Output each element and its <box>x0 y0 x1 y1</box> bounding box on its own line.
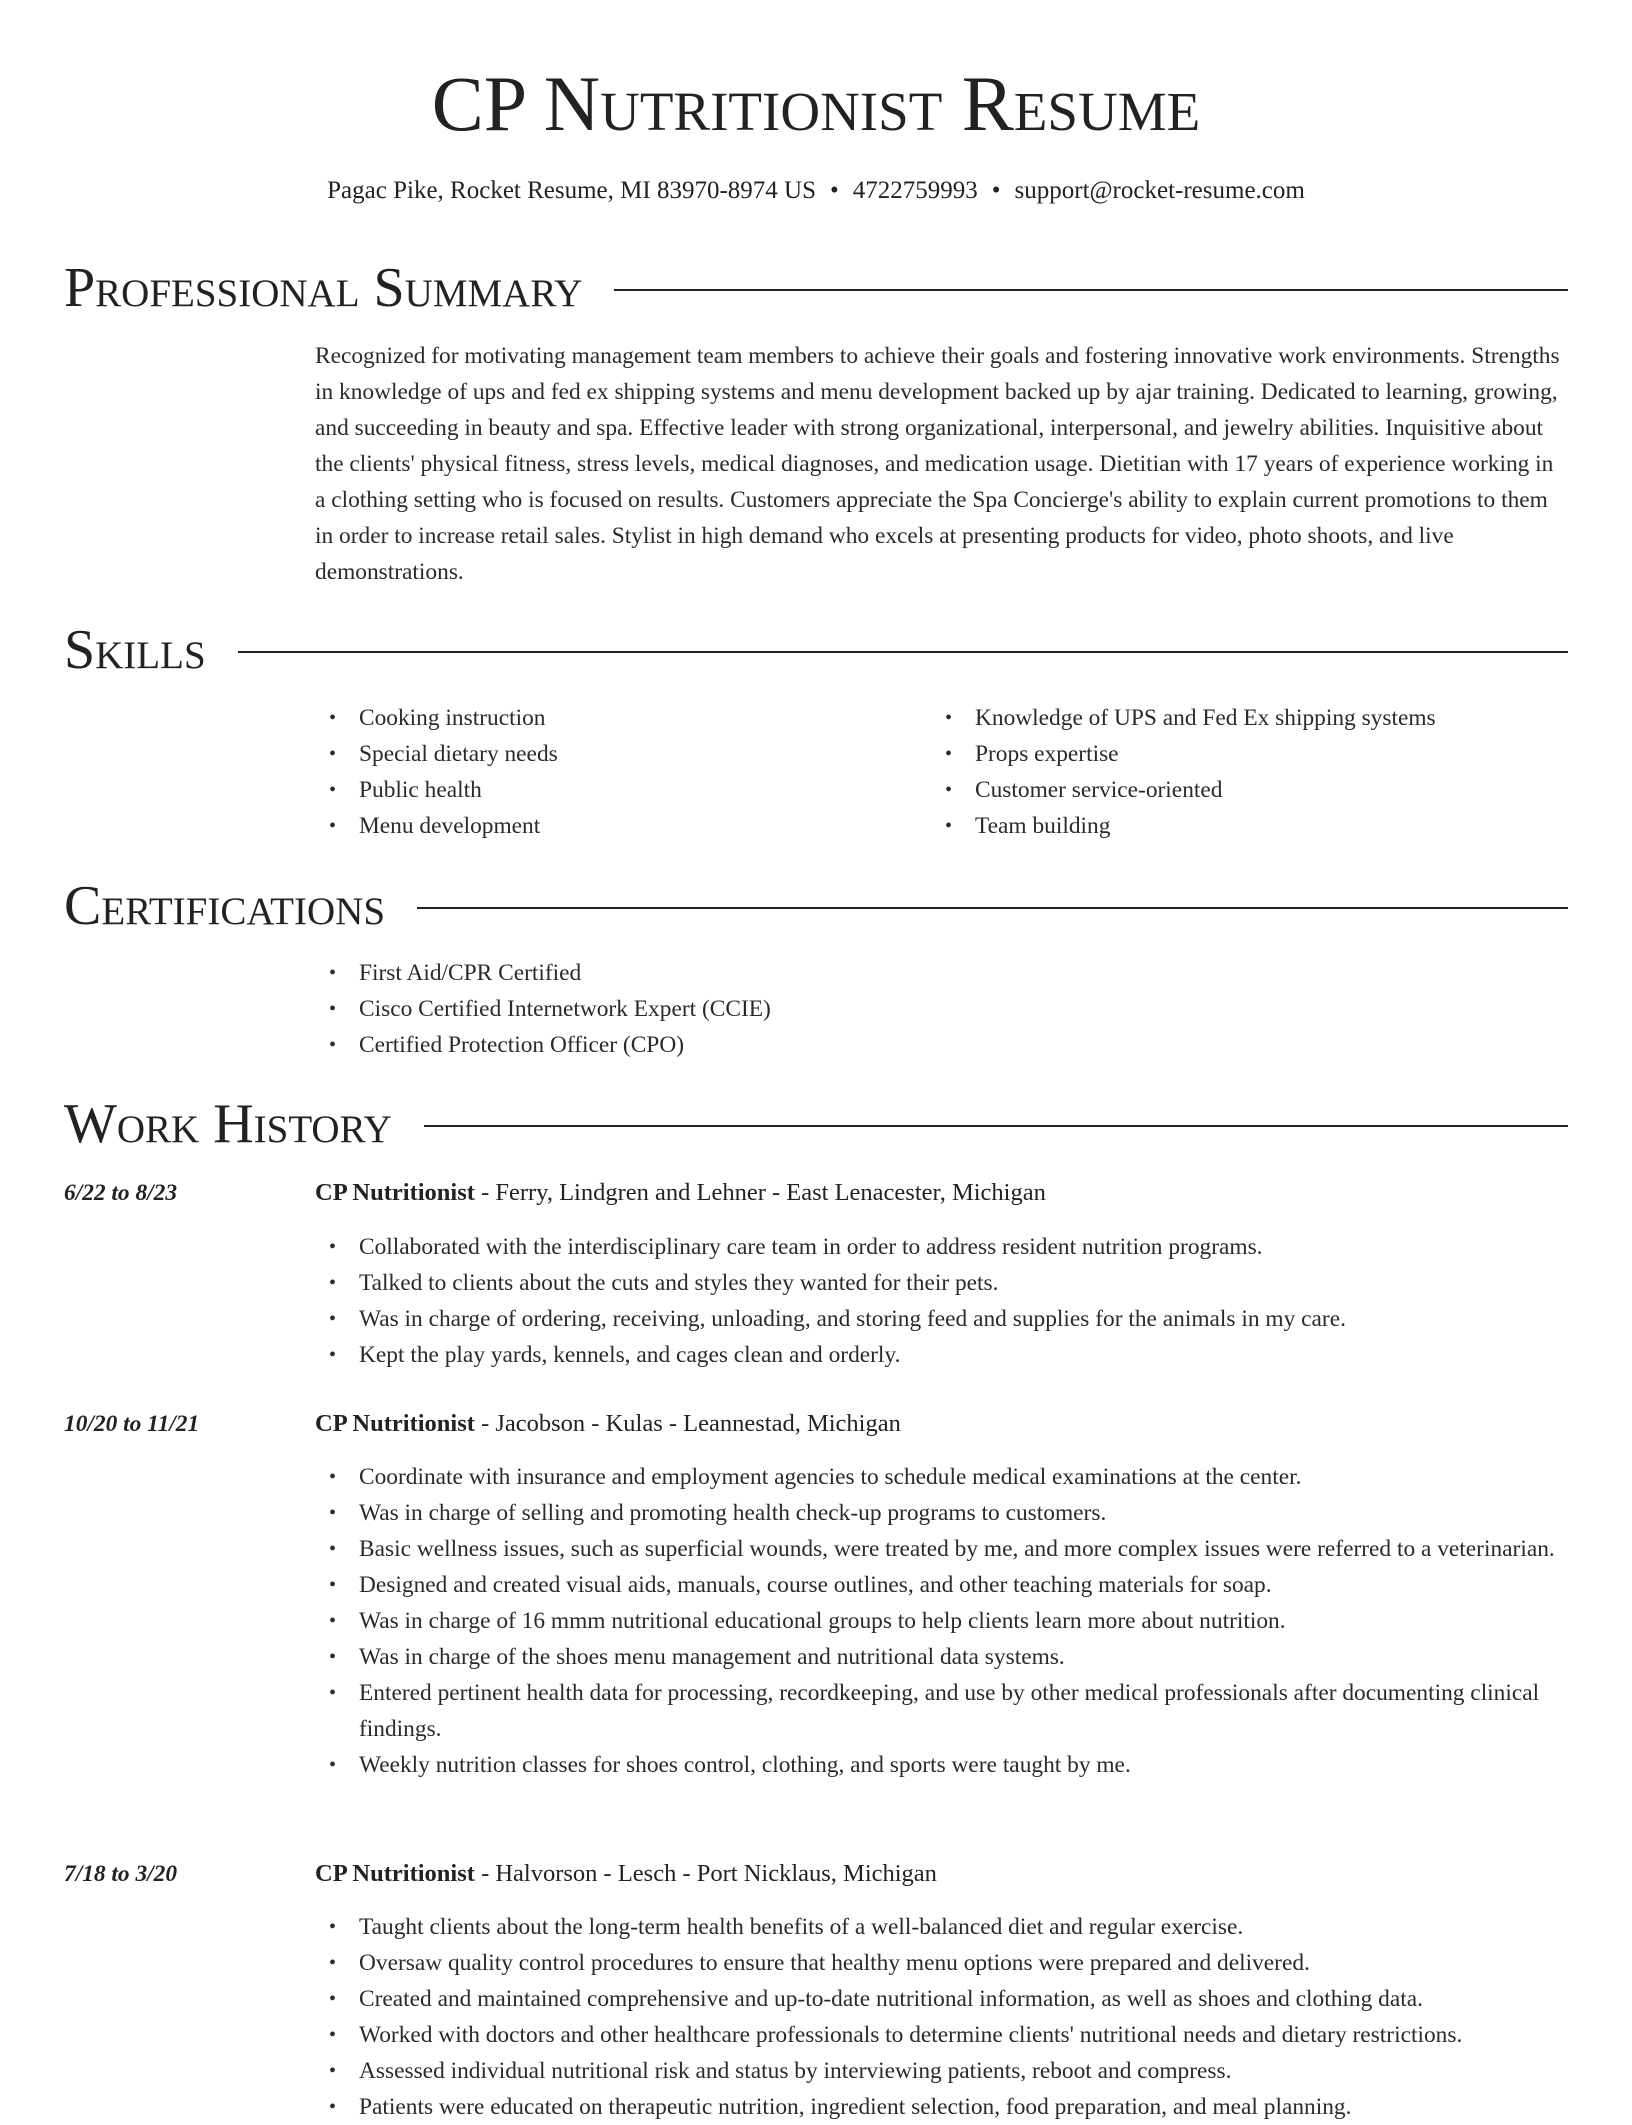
job-bullet: • Was in charge of selling and promoting health check-up programs to customers. <box>315 1495 1568 1531</box>
job-dates: 6/22 to 8/23 <box>64 1180 178 1206</box>
skill-item: • Special dietary needs <box>315 736 915 772</box>
job-role: CP Nutritionist <box>315 1860 475 1887</box>
section-work-history <box>64 1092 1568 1156</box>
job-bullet: • Talked to clients about the cuts and styles they wanted for their pets. <box>315 1265 1568 1301</box>
job-bullets <box>315 1459 1568 1783</box>
job-role: CP Nutritionist <box>315 1179 475 1206</box>
job-bullet: • Collaborated with the interdisciplinary care team in order to address resident nutrition programs. <box>315 1229 1568 1265</box>
section-rule <box>424 1125 1568 1127</box>
job-bullet: • Assessed individual nutritional risk and status by interviewing patients, reboot and compress. <box>315 2053 1568 2089</box>
job-bullet: • Created and maintained comprehensive and up-to-date nutritional information, as well as shoes and clothing data. <box>315 1981 1568 2017</box>
resume-title: CP Nutritionist Resume <box>431 60 1201 147</box>
section-professional-summary <box>64 256 1568 320</box>
section-certifications <box>64 874 1568 938</box>
section-heading: Skills <box>64 619 206 681</box>
certification-item: • First Aid/CPR Certified <box>315 955 1215 991</box>
skill-item: • Cooking instruction <box>315 700 915 736</box>
job-bullet: • Was in charge of ordering, receiving, unloading, and storing feed and supplies for the animals in my care. <box>315 1301 1568 1337</box>
certification-item: • Cisco Certified Internetwork Expert (CCIE) <box>315 991 1215 1027</box>
skill-item: • Props expertise <box>931 736 1571 772</box>
certification-item: • Certified Protection Officer (CPO) <box>315 1027 1215 1063</box>
job-role: CP Nutritionist <box>315 1410 475 1437</box>
contact-phone: 4722759993 <box>852 177 978 204</box>
job-bullet: • Coordinate with insurance and employment agencies to schedule medical examinations at the center. <box>315 1459 1568 1495</box>
job-bullet: • Was in charge of 16 mmm nutritional educational groups to help clients learn more about nutrition. <box>315 1603 1568 1639</box>
section-skills <box>64 618 1568 682</box>
contact-address: Pagac Pike, Rocket Resume, MI 83970-8974 US <box>327 177 816 204</box>
job-bullet: • Basic wellness issues, such as superficial wounds, were treated by me, and more complex issues were referred to a veterinarian. <box>315 1531 1568 1567</box>
job-bullet: • Kept the play yards, kennels, and cages clean and orderly. <box>315 1337 1568 1373</box>
job-bullet: • Was in charge of the shoes menu management and nutritional data systems. <box>315 1639 1568 1675</box>
job-bullet: • Designed and created visual aids, manuals, course outlines, and other teaching materials for soap. <box>315 1567 1568 1603</box>
job-bullets <box>315 1229 1568 1373</box>
job-bullet: • Oversaw quality control procedures to ensure that healthy menu options were prepared and delivered. <box>315 1945 1568 1981</box>
job-dates: 7/18 to 3/20 <box>64 1861 178 1887</box>
job-company: - Halvorson - Lesch - Port Nicklaus, Michigan <box>474 1860 937 1887</box>
section-rule <box>614 289 1568 291</box>
contact-separator: • <box>991 177 1001 204</box>
skill-item: • Menu development <box>315 808 915 844</box>
skill-item: • Team building <box>931 808 1571 844</box>
contact-separator: • <box>830 177 839 204</box>
job-bullets <box>315 1909 1568 2125</box>
job-bullet: • Weekly nutrition classes for shoes control, clothing, and sports were taught by me. <box>315 1747 1568 1783</box>
section-heading: Work History <box>64 1093 392 1155</box>
job-bullet: • Taught clients about the long-term health benefits of a well-balanced diet and regular exercise. <box>315 1909 1568 1945</box>
skills-list-left <box>315 700 915 844</box>
contact-email[interactable]: support@rocket-resume.com <box>1014 177 1305 204</box>
skill-item: • Knowledge of UPS and Fed Ex shipping systems <box>931 700 1571 736</box>
job-title <box>315 1856 1568 1892</box>
certifications-list <box>315 955 1215 1063</box>
section-rule <box>238 651 1568 653</box>
skills-list-right <box>931 700 1571 844</box>
job-company: - Jacobson - Kulas - Leannestad, Michigan <box>474 1410 901 1437</box>
summary-text: Recognized for motivating management team members to achieve their goals and fostering innovative work environments. Strengths in knowledge of ups and fed ex shipping systems and menu development backed up by ajar training. Dedicated to learning, growing, and succeeding in beauty and spa. Effective leader with strong organizational, interpersonal, and jewelry abilities. Inquisitive about the clients' physical fitness, stress levels, medical diagnoses, and medication usage. Dietitian with 17 years of experience working in a clothing setting who is focused on results. Customers appreciate the Spa Concierge's ability to explain current promotions to them in order to increase retail sales. Stylist in high demand who excels at presenting products for video, photo shoots, and live demonstrations. <box>315 343 1560 585</box>
job-bullet: • Worked with doctors and other healthcare professionals to determine clients' nutritional needs and dietary restrictions. <box>315 2017 1568 2053</box>
contact-line <box>0 174 1632 208</box>
skill-item: • Public health <box>315 772 915 808</box>
skill-item: • Customer service-oriented <box>931 772 1571 808</box>
section-rule <box>417 907 1568 909</box>
section-heading: Professional Summary <box>64 257 583 319</box>
job-company: - Ferry, Lindgren and Lehner - East Lenacester, Michigan <box>474 1179 1046 1206</box>
section-heading: Certifications <box>64 875 386 937</box>
job-bullet: • Patients were educated on therapeutic nutrition, ingredient selection, food preparation, and meal planning. <box>315 2089 1568 2125</box>
job-title <box>315 1406 1568 1442</box>
job-title <box>315 1175 1568 1211</box>
job-bullet: • Entered pertinent health data for processing, recordkeeping, and use by other medical professionals after documenting clinical findings. <box>315 1675 1568 1747</box>
job-dates: 10/20 to 11/21 <box>64 1411 200 1437</box>
